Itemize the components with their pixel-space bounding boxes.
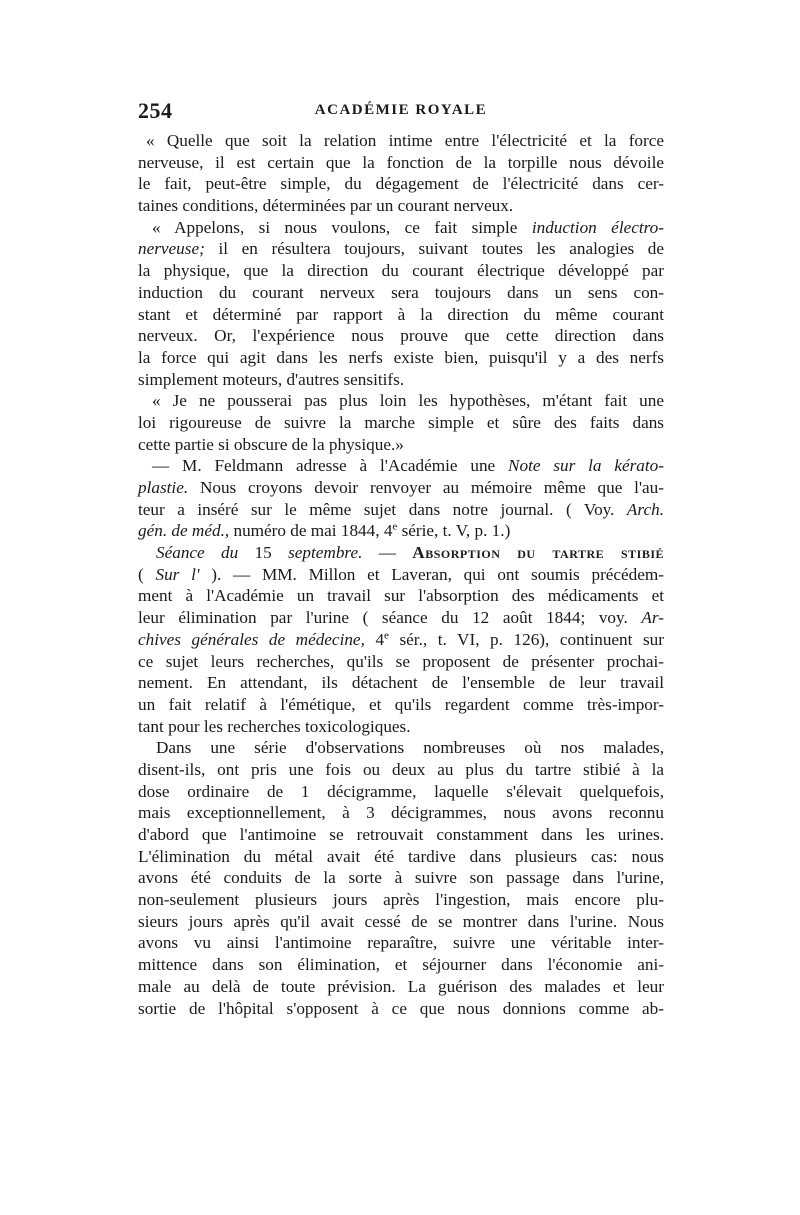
text-line — [138, 217, 664, 239]
text-segment: male au delà de toute prévision. La guérison des malades et leur — [138, 976, 664, 996]
text-segment: sér., t. VI, p. 126), continuent sur — [388, 629, 664, 649]
text-line — [138, 737, 664, 759]
text-line — [138, 455, 664, 477]
italic-text: gén. de méd., — [138, 521, 230, 541]
text-segment: taines conditions, déterminées par un courant nerveux. — [138, 196, 514, 216]
italic-text: Arch. — [626, 499, 664, 519]
text-segment: ce sujet leurs recherches, qu'ils se proposent de présenter prochai- — [138, 651, 664, 671]
italic-text: plastie. — [138, 478, 189, 497]
text-segment: stant et déterminé par rapport à la direction du même courant — [138, 304, 664, 324]
text-segment: la force qui agit dans les nerfs existe bien, puisqu'il y a des nerfs — [138, 347, 664, 367]
text-segment: L'élimination du métal avait été tardive dans plusieurs cas: nous — [138, 846, 664, 866]
text-segment: teur a inséré sur le même sujet dans notre journal. ( Voy. — [138, 499, 627, 519]
superscript: e — [384, 629, 389, 642]
body-text — [138, 130, 664, 1019]
text-line — [138, 477, 664, 499]
text-line — [138, 802, 664, 824]
text-segment: il en résultera toujours, suivant toutes les analogies de — [204, 239, 664, 259]
text-line — [138, 347, 664, 369]
text-segment: cette partie si obscure de la physique.» — [138, 434, 404, 454]
text-line — [138, 629, 664, 651]
text-segment: — M. Feldmann adresse à l'Académie une — [152, 456, 509, 476]
text-line — [138, 564, 664, 586]
text-line — [138, 238, 664, 260]
italic-text: Ar- — [641, 608, 664, 628]
text-segment: Dans une série d'observations nombreuses où nos malades, — [156, 738, 664, 758]
text-segment: sortie de l'hôpital s'opposent à ce que nous donnions comme ab- — [138, 998, 664, 1018]
text-segment: disent-ils, ont pris une fois ou deux au plus du tartre stibié à la — [138, 759, 664, 779]
text-line — [138, 846, 664, 868]
text-line — [138, 173, 664, 195]
page-number: 254 — [138, 98, 173, 123]
text-segment: leur élimination par l'urine ( séance du 12 août 1844; voy. — [138, 608, 642, 628]
text-segment: nerveux. Or, l'expérience nous prouve que cette direction dans — [138, 326, 664, 346]
text-segment: mittence dans son élimination, et séjourner dans l'économie ani- — [138, 955, 664, 975]
text-line — [138, 976, 664, 998]
text-line — [138, 759, 664, 781]
text-segment: la physique, que la direction du courant électrique développé par — [138, 261, 664, 281]
italic-text: Séance du — [156, 543, 239, 563]
text-line — [138, 390, 664, 412]
italic-text: septembre. — [288, 543, 363, 563]
small-caps-heading: Absorption du tartre stibié — [412, 543, 665, 563]
text-segment: 4 — [364, 629, 385, 649]
text-segment: induction du courant nerveux sera toujours dans un sens con- — [138, 282, 664, 302]
text-segment: avons été conduits de la sorte à suivre son passage dans l'urine, — [138, 868, 664, 888]
text-line — [138, 954, 664, 976]
text-line — [138, 434, 664, 456]
text-line — [138, 542, 664, 564]
text-line — [138, 672, 664, 694]
text-segment: ( — [138, 564, 156, 584]
text-segment: ment à l'Académie un travail sur l'absorption des médicaments et — [138, 586, 664, 606]
text-line — [138, 932, 664, 954]
text-segment: le fait, peut-être simple, du dégagement de l'électricité dans cer- — [138, 174, 664, 194]
text-segment: sieurs jours après qu'il avait cessé de se montrer dans l'urine. Nous — [138, 911, 664, 931]
text-segment: tant pour les recherches toxicologiques. — [138, 716, 411, 736]
text-line — [138, 694, 664, 716]
text-segment: un fait relatif à l'émétique, et qu'ils regardent comme très-impor- — [138, 694, 664, 714]
text-line — [138, 651, 664, 673]
text-segment: « Je ne pousserai pas plus loin les hypothèses, m'étant fait une — [152, 391, 664, 411]
text-segment: avons vu ainsi l'antimoine reparaître, suivre une véritable inter- — [138, 933, 664, 953]
text-segment: loi rigoureuse de suivre la marche simple et sûre des faits dans — [138, 412, 664, 432]
text-segment: 15 — [238, 543, 289, 563]
text-line — [138, 195, 664, 217]
text-line — [138, 520, 664, 542]
text-line — [138, 260, 664, 282]
italic-text: Note sur la kérato- — [508, 456, 664, 476]
text-line — [138, 716, 664, 738]
text-segment: d'abord que l'antimoine se retrouvait constamment dans les urines. — [138, 825, 664, 844]
text-line — [138, 369, 664, 391]
text-segment: non-seulement plusieurs jours après l'ingestion, mais encore plu- — [138, 890, 664, 910]
text-line — [138, 304, 664, 326]
text-segment: nerveuse, il est certain que la fonction de la torpille nous dévoile — [138, 152, 664, 172]
text-segment: « Quelle que soit la relation intime entre l'électricité et la force — [146, 131, 664, 150]
text-line — [138, 889, 664, 911]
text-segment: série, t. V, p. 1.) — [397, 521, 511, 541]
text-segment: « Appelons, si nous voulons, ce fait simple — [152, 217, 532, 237]
running-head: ACADÉMIE ROYALE — [314, 102, 488, 118]
text-line — [138, 130, 664, 152]
text-segment: dose ordinaire de 1 décigramme, laquelle s'élevait quelquefois, — [138, 781, 664, 801]
italic-text: nerveuse; — [138, 239, 205, 259]
superscript: e — [392, 520, 398, 533]
text-line — [138, 585, 664, 607]
text-segment: numéro de mai 1844, 4 — [229, 521, 393, 541]
text-line — [138, 325, 664, 347]
page-header — [138, 98, 664, 128]
italic-text: chives générales de médecine, — [138, 629, 365, 649]
italic-text: induction électro- — [531, 217, 664, 237]
text-line — [138, 282, 664, 304]
text-line — [138, 911, 664, 933]
text-line — [138, 607, 664, 629]
text-segment: ). — MM. Millon et Laveran, qui ont soumis précédem- — [199, 564, 664, 584]
text-segment: Nous croyons devoir renvoyer au mémoire même que l'au- — [188, 478, 664, 497]
text-segment: — — [362, 543, 413, 563]
text-line — [138, 412, 664, 434]
text-segment: nement. En attendant, ils détachent de l'ensemble de leur travail — [138, 673, 664, 693]
text-line — [138, 152, 664, 174]
text-line — [138, 867, 664, 889]
text-line — [138, 781, 664, 803]
text-line — [138, 998, 664, 1020]
text-line — [138, 824, 664, 846]
text-segment: simplement moteurs, d'autres sensitifs. — [138, 369, 405, 389]
italic-text: Sur l' — [155, 564, 200, 584]
text-line — [138, 499, 664, 521]
text-segment: mais exceptionnellement, à 3 décigrammes, nous avons reconnu — [138, 803, 664, 823]
